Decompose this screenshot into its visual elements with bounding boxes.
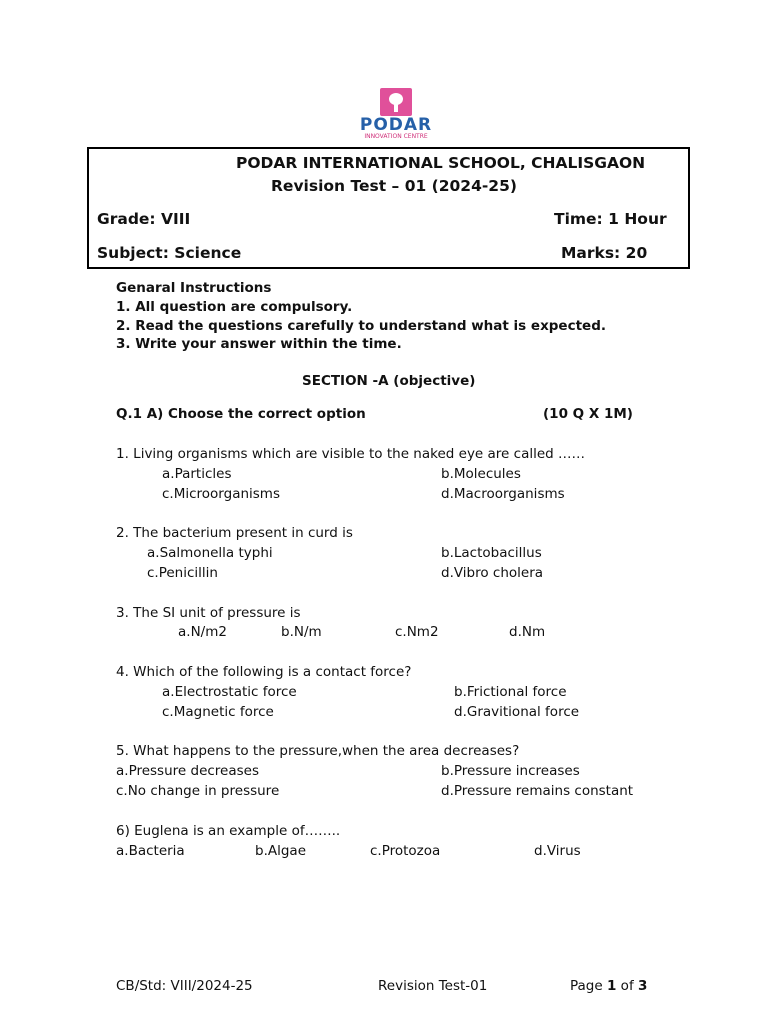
- instruction-item: 2. Read the questions carefully to understand what is expected.: [116, 318, 606, 334]
- grade-label: Grade: VIII: [97, 210, 191, 228]
- option: a.Electrostatic force: [162, 684, 297, 700]
- q1-label: Q.1 A) Choose the correct option: [116, 406, 366, 422]
- page-number: 1: [606, 978, 617, 994]
- time-label: Time: 1 Hour: [554, 210, 667, 228]
- option: a.Bacteria: [116, 843, 185, 859]
- option: b.Frictional force: [454, 684, 567, 700]
- question-text: 5. What happens to the pressure,when the area decreases?: [116, 743, 520, 759]
- marks-label: Marks: 20: [561, 244, 648, 262]
- option: c.Penicillin: [147, 565, 218, 581]
- option: b.Pressure increases: [441, 763, 580, 779]
- option: a.Particles: [162, 466, 232, 482]
- logo-name: PODAR: [359, 115, 433, 135]
- test-title: Revision Test – 01 (2024-25): [271, 177, 517, 195]
- subject-label: Subject: Science: [97, 244, 242, 262]
- section-heading: SECTION -A (objective): [302, 373, 476, 389]
- school-logo: [354, 88, 438, 142]
- option: c.Magnetic force: [162, 704, 274, 720]
- q1-marks: (10 Q X 1M): [543, 406, 633, 422]
- option: c.Microorganisms: [162, 486, 280, 502]
- school-name: PODAR INTERNATIONAL SCHOOL, CHALISGAON: [236, 154, 646, 172]
- option: b.Molecules: [441, 466, 521, 482]
- option: d.Nm: [509, 624, 546, 640]
- option: b.Algae: [255, 843, 306, 859]
- option: d.Pressure remains constant: [441, 783, 634, 799]
- question-text: 2. The bacterium present in curd is: [116, 525, 353, 541]
- footer-page-indicator: [570, 978, 647, 994]
- page-total: 3: [638, 978, 648, 994]
- question-text: 6) Euglena is an example of……..: [116, 823, 341, 839]
- option: a.Pressure decreases: [116, 763, 260, 779]
- option: b.N/m: [281, 624, 322, 640]
- logo-subtitle: INNOVATION CENTRE: [364, 133, 428, 140]
- option: d.Macroorganisms: [441, 486, 565, 502]
- footer-class-code: CB/Std: VIII/2024-25: [116, 978, 253, 994]
- question-text: 3. The SI unit of pressure is: [116, 605, 301, 621]
- option: d.Virus: [534, 843, 581, 859]
- footer-test-name: Revision Test-01: [378, 978, 488, 994]
- option: a.Salmonella typhi: [147, 545, 273, 561]
- option: a.N/m2: [178, 624, 227, 640]
- question-text: 1. Living organisms which are visible to the naked eye are called ……: [116, 446, 586, 462]
- instruction-item: 1. All question are compulsory.: [116, 299, 353, 315]
- instruction-item: 3. Write your answer within the time.: [116, 336, 402, 352]
- tree-logo-icon: [380, 88, 412, 116]
- option: c.No change in pressure: [116, 783, 280, 799]
- page-of: of: [616, 978, 638, 994]
- option: d.Vibro cholera: [441, 565, 544, 581]
- question-text: 4. Which of the following is a contact force?: [116, 664, 412, 680]
- option: c.Protozoa: [370, 843, 441, 859]
- instructions-title: Genaral Instructions: [116, 280, 272, 296]
- page-prefix: Page: [570, 978, 607, 994]
- option: d.Gravitional force: [454, 704, 580, 720]
- option: c.Nm2: [395, 624, 439, 640]
- option: b.Lactobacillus: [441, 545, 542, 561]
